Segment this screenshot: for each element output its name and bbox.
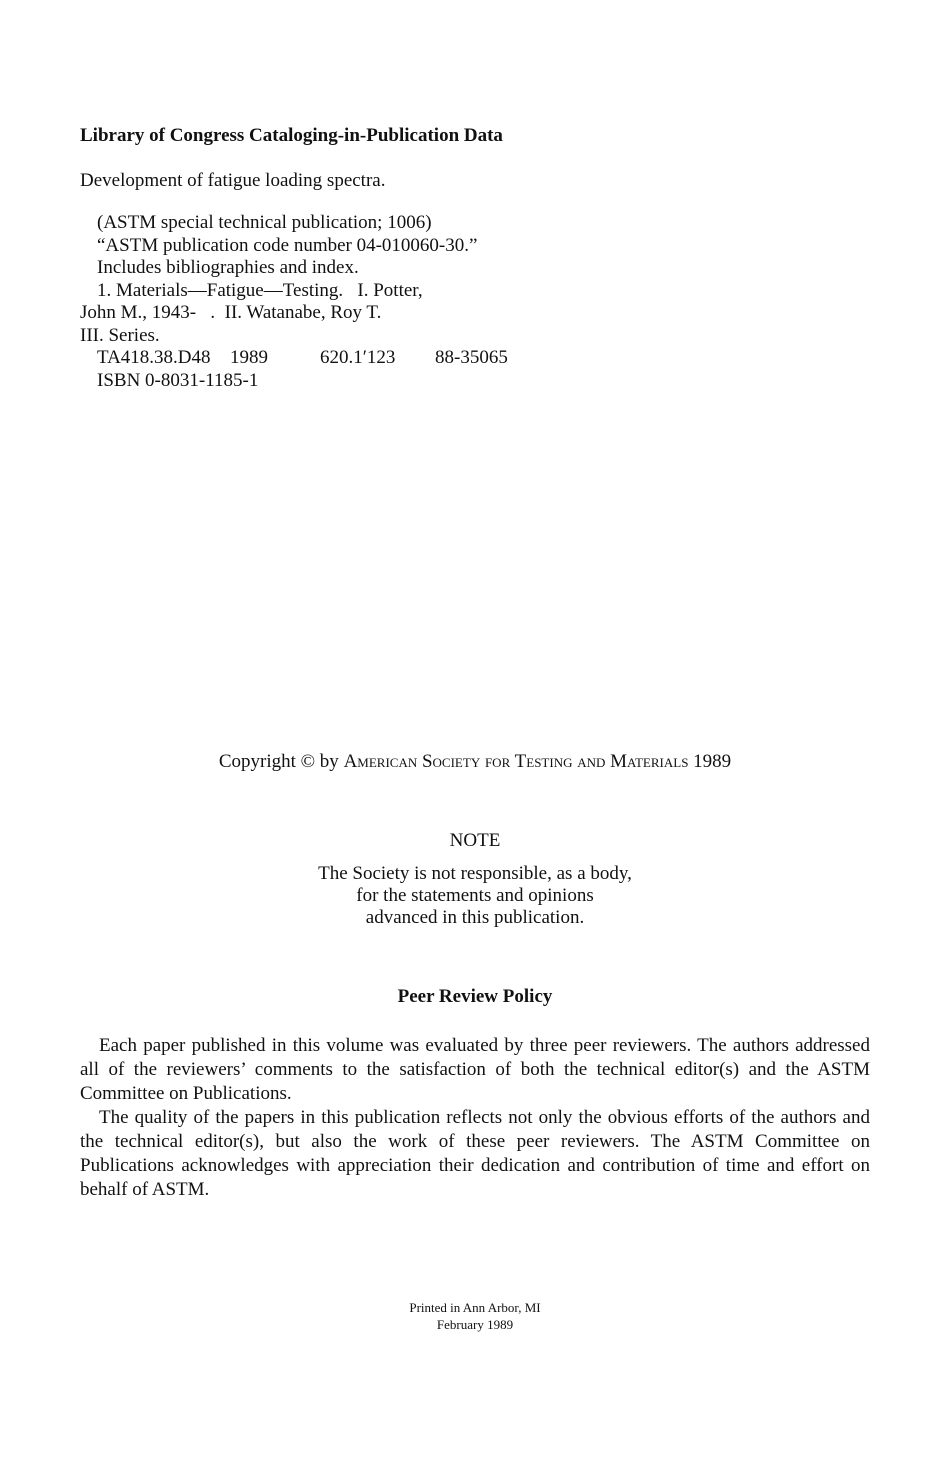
cip-subjects-line-3: III. Series. <box>80 324 160 346</box>
peer-review-heading: Peer Review Policy <box>397 986 553 1007</box>
cip-book-title: Development of fatigue loading spectra. <box>80 170 386 191</box>
cip-call-number: TA418.38.D48 <box>97 347 211 368</box>
note-line-3: advanced in this publication. <box>365 907 585 928</box>
cip-subjects-line-1: 1. Materials—Fatigue—Testing. I. Potter, <box>97 279 423 301</box>
note-line-2: for the statements and opinions <box>356 885 594 906</box>
cip-call-number-line <box>97 347 508 370</box>
cip-bibliography-note: Includes bibliographies and index. <box>97 257 359 278</box>
cip-call-year: 1989 <box>230 347 268 368</box>
copyright-year: 1989 <box>693 751 732 772</box>
note-body <box>0 863 950 929</box>
cip-heading: Library of Congress Cataloging-in-Publication Data <box>80 125 503 146</box>
note-line-1: The Society is not responsible, as a body, <box>318 863 632 884</box>
peer-review-paragraph-1: Each paper published in this volume was evaluated by three peer reviewers. The authors addressed all of the reviewers’ comments to the satisfaction of both the technical editor(s) and the ASTM Committee on Publications. <box>80 1035 870 1104</box>
imprint-date: February 1989 <box>436 1317 514 1332</box>
cip-isbn: ISBN 0-8031-1185-1 <box>97 369 259 391</box>
copyright-prefix: Copyright © by <box>218 751 339 772</box>
copyright-publisher: American Society for Testing and Materials <box>343 751 689 772</box>
cip-dewey-number: 620.1′123 <box>320 347 396 368</box>
cip-lccn: 88-35065 <box>435 347 508 368</box>
peer-review-paragraph-2: The quality of the papers in this publication reflects not only the obvious efforts of the authors and the technical editor(s), but also the work of these peer reviewers. The ASTM Committee on Publications acknowledges with appreciation their dedication and contribution of time and effort on behalf of ASTM. <box>80 1107 870 1200</box>
imprint <box>0 1299 950 1333</box>
cip-subjects-line-2: John M., 1943- . II. Watanabe, Roy T. <box>80 302 382 323</box>
copyright-line <box>0 751 950 773</box>
cip-code-note: “ASTM publication code number 04-010060-30.” <box>97 234 478 256</box>
cip-series-note: (ASTM special technical publication; 1006) <box>97 212 432 233</box>
imprint-place: Printed in Ann Arbor, MI <box>409 1300 541 1315</box>
cip-notes <box>80 212 508 392</box>
note-title: NOTE <box>449 830 501 851</box>
peer-review-body <box>80 1034 870 1202</box>
